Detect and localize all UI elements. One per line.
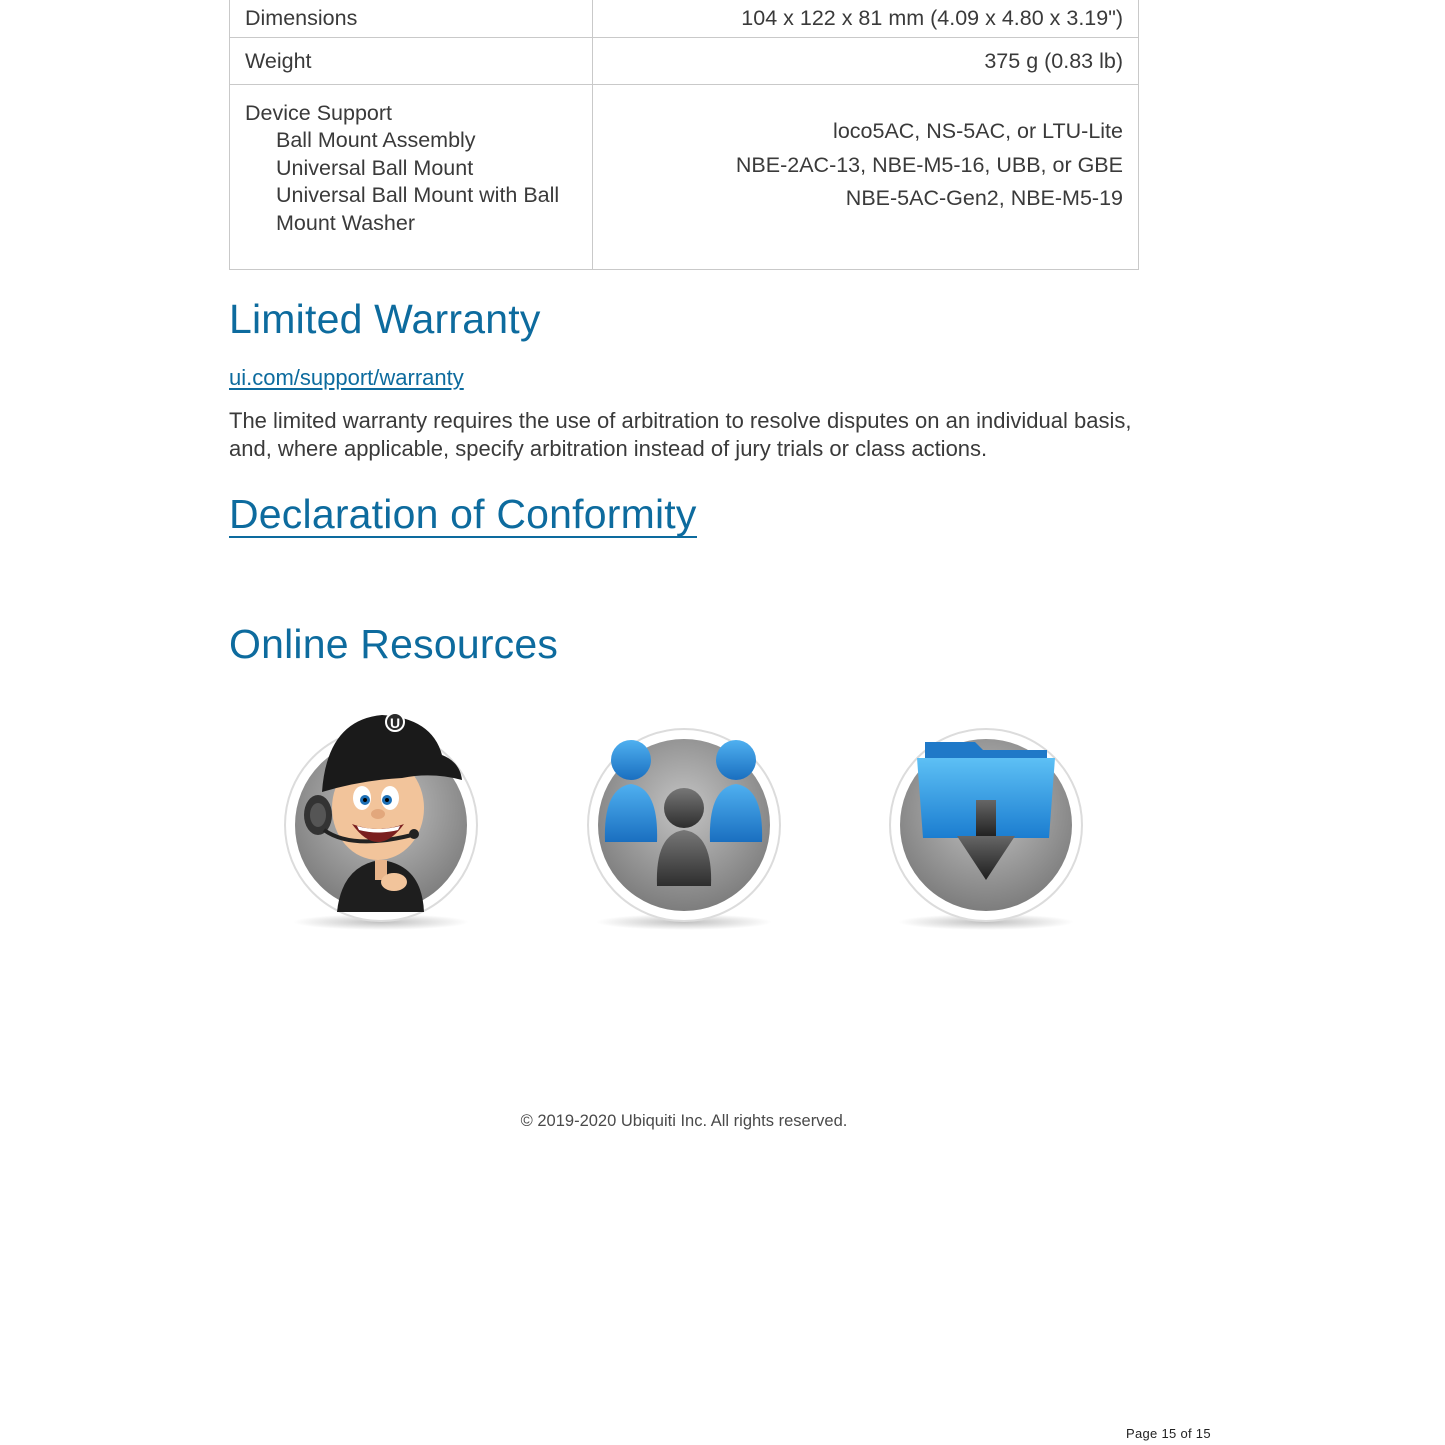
community-icon[interactable] (585, 700, 785, 935)
spec-row-device-support (230, 85, 1139, 270)
support-mascot-icon[interactable] (282, 700, 482, 935)
spec-label: Dimensions (230, 0, 593, 38)
warranty-link[interactable]: ui.com/support/warranty (229, 365, 464, 390)
specifications-table (229, 0, 1139, 270)
spec-value: NBE-2AC-13, NBE-M5-16, UBB, or GBE (735, 152, 1123, 177)
device-support-cell (230, 85, 593, 270)
page-number: Page 15 of 15 (1126, 1426, 1211, 1441)
svg-text:U: U (390, 715, 401, 731)
warranty-text: The limited warranty requires the use of arbitration to resolve disputes on an individual basis, and, where applicable, specify arbitration instead of jury trials or class actions. (229, 408, 1132, 461)
device-support-values (593, 85, 1139, 270)
spec-row-dimensions (230, 0, 1139, 38)
spec-value: loco5AC, NS-5AC, or LTU-Lite (833, 119, 1123, 143)
device-support-item: Universal Ball Mount (276, 155, 474, 180)
declaration-of-conformity-link[interactable]: Declaration of Conformity (229, 491, 697, 537)
spec-row-weight (230, 38, 1139, 85)
device-support-list (245, 127, 577, 237)
device-support-item: Universal Ball Mount with Ball Mount Washer (276, 183, 560, 235)
limited-warranty-heading: Limited Warranty (229, 296, 541, 342)
spec-label: Device Support (245, 101, 392, 125)
spec-label: Weight (230, 38, 593, 85)
copyright-footer: © 2019-2020 Ubiquiti Inc. All rights reserved. (520, 1112, 848, 1130)
device-support-item: Ball Mount Assembly (276, 128, 476, 152)
spec-value: NBE-5AC-Gen2, NBE-M5-19 (845, 186, 1123, 210)
downloads-icon[interactable] (887, 700, 1087, 935)
spec-value: 375 g (0.83 lb) (593, 38, 1139, 85)
online-resources-heading: Online Resources (229, 621, 559, 667)
spec-value: 104 x 122 x 81 mm (4.09 x 4.80 x 3.19") (593, 0, 1139, 38)
